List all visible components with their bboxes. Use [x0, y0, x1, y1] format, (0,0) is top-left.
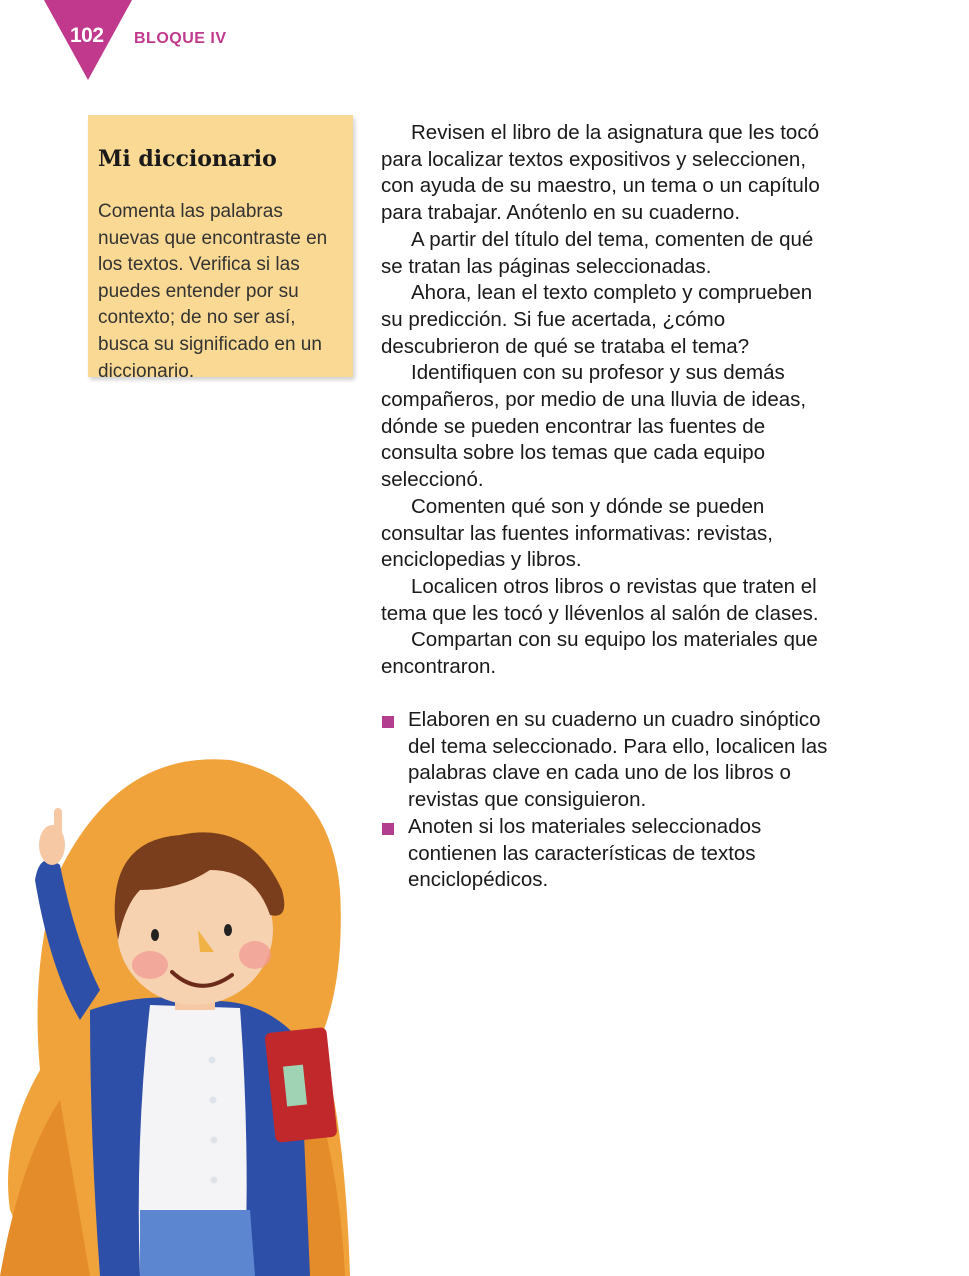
main-text [381, 120, 831, 681]
paragraph: Ahora, lean el texto completo y comprueben su predicción. Si fue acertada, ¿cómo descubrieron de qué se trataba el tema? [381, 281, 813, 358]
sidebar-body: Comenta las palabras nuevas que encontraste en los textos. Verifica si las puedes entender por su contexto; de no ser así, busca su significado en un diccionario. [98, 201, 328, 382]
paragraph: Localicen otros libros o revistas que traten el tema que les tocó y llévenlos al salón de clases. [381, 574, 819, 625]
sidebar-title: Mi diccionario [98, 146, 277, 172]
paragraph: Revisen el libro de la asignatura que les tocó para localizar textos expositivos y seleccionen, con ayuda de su maestro, un tema o un capítulo para trabajar. Anótenlo en su cuaderno. [381, 121, 820, 225]
paragraph: A partir del título del tema, comenten de qué se tratan las páginas seleccionadas. [381, 227, 814, 278]
paragraph: Identifiquen con su profesor y sus demás compañeros, por medio de una lluvia de ideas, dónde se pueden encontrar las fuentes de consulta sobre los temas que cada equipo seleccionó. [381, 361, 807, 492]
list-item [381, 707, 836, 814]
paragraph: Compartan con su equipo los materiales que encontraron. [381, 628, 818, 679]
square-bullet-icon [382, 716, 394, 728]
dictionary-sidebar [88, 115, 353, 382]
boy-with-book-illustration [0, 740, 360, 1276]
block-label: BLOQUE IV [134, 30, 227, 47]
paragraph: Comenten qué son y dónde se pueden consultar las fuentes informativas: revistas, enciclopedias y libros. [381, 494, 773, 572]
page-number: 102 [70, 24, 104, 47]
square-bullet-icon [382, 823, 394, 835]
list-item-text: Anoten si los materiales seleccionados contienen las características de textos enciclopédicos. [408, 814, 762, 892]
activity-list [381, 707, 836, 894]
list-item [381, 814, 836, 894]
list-item-text: Elaboren en su cuaderno un cuadro sinóptico del tema seleccionado. Para ello, localicen las palabras clave en cada uno de los libros o revistas que consiguieron. [408, 708, 828, 812]
